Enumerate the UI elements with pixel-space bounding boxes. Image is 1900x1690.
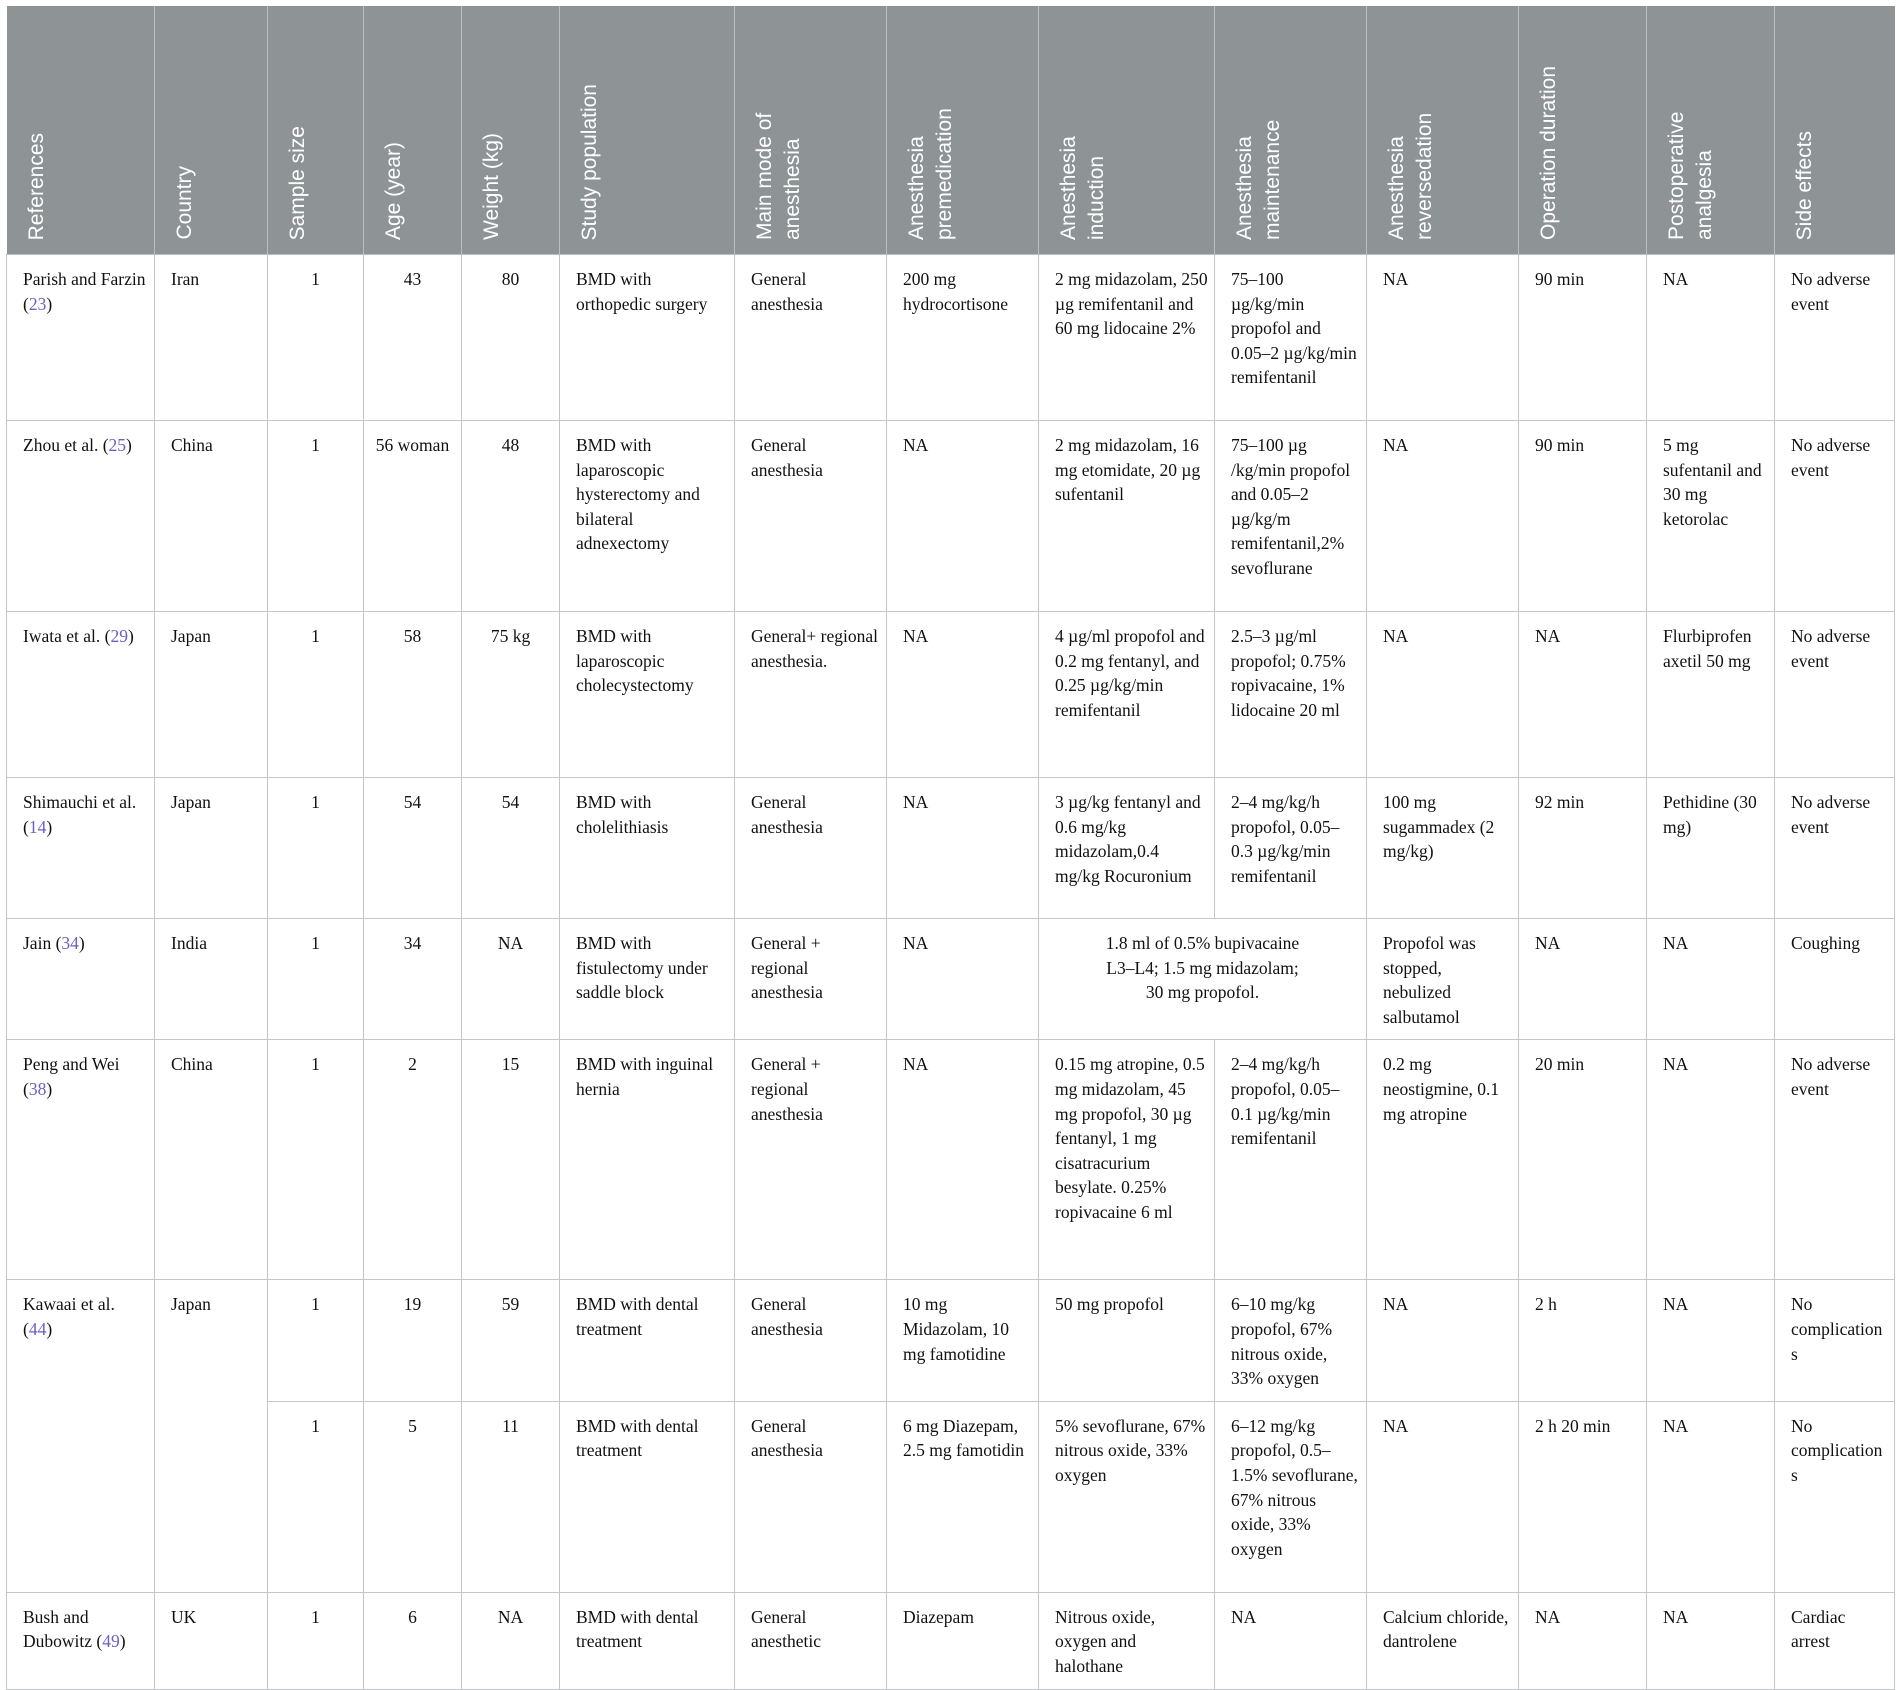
cell-sample-size: 1 — [268, 778, 364, 919]
cell-age: 5 — [364, 1401, 462, 1592]
cell-weight: 15 — [462, 1040, 560, 1280]
cell-analgesia: NA — [1647, 1280, 1775, 1401]
cell-side-effects: No adverse event — [1775, 612, 1895, 778]
cell-population: BMD with dental treatment — [560, 1280, 735, 1401]
cell-maintenance: 2–4 mg/kg/h propofol, 0.05–0.1 µg/kg/min remifentanil — [1215, 1040, 1367, 1280]
table-row — [7, 421, 1895, 612]
cell-induction-maintenance-merged — [1039, 919, 1367, 1040]
cell-analgesia: NA — [1647, 255, 1775, 421]
cell-country: China — [155, 421, 268, 612]
cell-analgesia: Flurbiprofen axetil 50 mg — [1647, 612, 1775, 778]
citation-link[interactable]: 49 — [102, 1631, 120, 1652]
cell-sample-size: 1 — [268, 1040, 364, 1280]
cell-population: BMD with dental treatment — [560, 1401, 735, 1592]
table-header — [7, 6, 1895, 255]
cell-age: 6 — [364, 1592, 462, 1689]
cell-induction: 2 mg midazolam, 250 µg remifentanil and 60 mg lidocaine 2% — [1039, 255, 1215, 421]
cell-premedication: NA — [887, 919, 1039, 1040]
cell-reversal: NA — [1367, 612, 1519, 778]
cell-mode: General + regional anesthesia — [735, 1040, 887, 1280]
cell-weight: 75 kg — [462, 612, 560, 778]
cell-side-effects: No adverse event — [1775, 778, 1895, 919]
citation-link[interactable]: 38 — [28, 1078, 47, 1099]
cell-premedication: 10 mg Midazolam, 10 mg famotidine — [887, 1280, 1039, 1401]
cell-mode: General+ regional anesthesia. — [735, 612, 887, 778]
cell-induction: 3 µg/kg fentanyl and 0.6 mg/kg midazolam,0.4 mg/kg Rocuronium — [1039, 778, 1215, 919]
cell-weight: NA — [462, 919, 560, 1040]
header-maintenance: Anesthesia maintenance — [1215, 6, 1367, 255]
cell-induction: 4 µg/ml propofol and 0.2 mg fentanyl, and 0.25 µg/kg/min remifentanil — [1039, 612, 1215, 778]
cell-age: 34 — [364, 919, 462, 1040]
cell-age: 58 — [364, 612, 462, 778]
cell-reference: Peng and Wei (38) — [7, 1040, 155, 1280]
cell-maintenance: 75–100 µg /kg/min propofol and 0.05–2 µg/kg/m remifentanil,2% sevoflurane — [1215, 421, 1367, 612]
cell-side-effects: Cardiac arrest — [1775, 1592, 1895, 1689]
cell-sample-size: 1 — [268, 1592, 364, 1689]
cell-maintenance: 6–10 mg/kg propofol, 67% nitrous oxide, 33% oxygen — [1215, 1280, 1367, 1401]
cell-sample-size: 1 — [268, 255, 364, 421]
header-weight: Weight (kg) — [462, 6, 560, 255]
cell-reference: Shimauchi et al. (14) — [7, 778, 155, 919]
cell-reversal: NA — [1367, 421, 1519, 612]
cell-premedication: NA — [887, 612, 1039, 778]
cell-duration: 92 min — [1519, 778, 1647, 919]
cell-weight: 54 — [462, 778, 560, 919]
table-row — [7, 1280, 1895, 1401]
cell-mode: General anesthesia — [735, 255, 887, 421]
cell-sample-size: 1 — [268, 612, 364, 778]
header-side-effects: Side effects — [1775, 6, 1895, 255]
cell-age: 19 — [364, 1280, 462, 1401]
cell-induction: 50 mg propofol — [1039, 1280, 1215, 1401]
cell-age: 2 — [364, 1040, 462, 1280]
cell-reversal: 0.2 mg neostigmine, 0.1 mg atropine — [1367, 1040, 1519, 1280]
table-row — [7, 778, 1895, 919]
cell-age: 54 — [364, 778, 462, 919]
cell-reversal: NA — [1367, 1280, 1519, 1401]
header-postoperative-analgesia: Postoperative analgesia — [1647, 6, 1775, 255]
cell-population: BMD with inguinal hernia — [560, 1040, 735, 1280]
cell-duration: 20 min — [1519, 1040, 1647, 1280]
table-row — [7, 1592, 1895, 1689]
cell-reference: Jain (34) — [7, 919, 155, 1040]
cell-mode: General anesthesia — [735, 778, 887, 919]
cell-population: BMD with fistulectomy under saddle block — [560, 919, 735, 1040]
merged-line: 1.8 ml of 0.5% bupivacaine — [1105, 933, 1300, 953]
cell-analgesia: Pethidine (30 mg) — [1647, 778, 1775, 919]
merged-line: 30 mg propofol. — [1145, 982, 1260, 1003]
cell-side-effects: No adverse event — [1775, 421, 1895, 612]
table-row — [7, 612, 1895, 778]
citation-link[interactable]: 23 — [28, 293, 47, 314]
cell-weight: 80 — [462, 255, 560, 421]
cell-duration: NA — [1519, 612, 1647, 778]
cell-reversal: Propofol was stopped, nebulized salbutamol — [1367, 919, 1519, 1040]
cell-weight: 48 — [462, 421, 560, 612]
cell-reversal: NA — [1367, 1401, 1519, 1592]
cell-premedication: NA — [887, 421, 1039, 612]
cell-country: Japan — [155, 778, 268, 919]
cell-maintenance: 2–4 mg/kg/h propofol, 0.05–0.3 µg/kg/min remifentanil — [1215, 778, 1367, 919]
cell-country: Japan — [155, 1280, 268, 1592]
cell-reference: Zhou et al. (25) — [7, 421, 155, 612]
cell-maintenance: NA — [1215, 1592, 1367, 1689]
cell-premedication: NA — [887, 778, 1039, 919]
citation-link[interactable]: 29 — [110, 626, 128, 646]
cell-mode: General anesthesia — [735, 421, 887, 612]
cell-premedication: NA — [887, 1040, 1039, 1280]
citation-link[interactable]: 25 — [108, 435, 127, 455]
cell-side-effects: No complications — [1775, 1280, 1895, 1401]
cell-population: BMD with laparoscopic cholecystectomy — [560, 612, 735, 778]
cell-mode: General anesthesia — [735, 1280, 887, 1401]
citation-link[interactable]: 14 — [28, 816, 47, 837]
cell-mode: General anesthesia — [735, 1401, 887, 1592]
table-row — [7, 1040, 1895, 1280]
cell-premedication: Diazepam — [887, 1592, 1039, 1689]
cell-country: UK — [155, 1592, 268, 1689]
header-row — [7, 6, 1895, 255]
cell-country: Japan — [155, 612, 268, 778]
cell-population: BMD with orthopedic surgery — [560, 255, 735, 421]
header-induction: Anesthesia induction — [1039, 6, 1215, 255]
cell-duration: 2 h — [1519, 1280, 1647, 1401]
table-container — [6, 6, 1894, 1690]
cell-duration: 90 min — [1519, 421, 1647, 612]
citation-link[interactable]: 44 — [28, 1318, 47, 1339]
cell-analgesia: 5 mg sufentanil and 30 mg ketorolac — [1647, 421, 1775, 612]
cell-country: Iran — [155, 255, 268, 421]
cell-induction: 0.15 mg atropine, 0.5 mg midazolam, 45 mg propofol, 30 µg fentanyl, 1 mg cisatracurium besylate. 0.25% ropivacaine 6 ml — [1039, 1040, 1215, 1280]
cell-weight: 11 — [462, 1401, 560, 1592]
cell-side-effects: No complications — [1775, 1401, 1895, 1592]
cell-population: BMD with cholelithiasis — [560, 778, 735, 919]
cell-age: 43 — [364, 255, 462, 421]
cell-maintenance: 75–100 µg/kg/min propofol and 0.05–2 µg/kg/min remifentanil — [1215, 255, 1367, 421]
cell-reversal: NA — [1367, 255, 1519, 421]
cell-analgesia: NA — [1647, 919, 1775, 1040]
header-main-mode: Main mode of anesthesia — [735, 6, 887, 255]
cell-country: India — [155, 919, 268, 1040]
header-references: References — [7, 6, 155, 255]
table-body — [7, 255, 1895, 1690]
cell-reference: Kawaai et al. (44) — [7, 1280, 155, 1592]
cell-premedication: 200 mg hydrocortisone — [887, 255, 1039, 421]
cell-sample-size: 1 — [268, 1401, 364, 1592]
table-row — [7, 919, 1895, 1040]
table-row — [7, 1401, 1895, 1592]
cell-mode: General anesthetic — [735, 1592, 887, 1689]
cell-induction: Nitrous oxide, oxygen and halothane — [1039, 1592, 1215, 1689]
cell-duration: NA — [1519, 1592, 1647, 1689]
cell-weight: 59 — [462, 1280, 560, 1401]
cell-sample-size: 1 — [268, 919, 364, 1040]
cell-reference: Iwata et al. (29) — [7, 612, 155, 778]
cell-weight: NA — [462, 1592, 560, 1689]
cell-side-effects: No adverse event — [1775, 255, 1895, 421]
header-study-population: Study population — [560, 6, 735, 255]
cell-premedication: 6 mg Diazepam, 2.5 mg famotidin — [887, 1401, 1039, 1592]
header-country: Country — [155, 6, 268, 255]
citation-link[interactable]: 34 — [61, 933, 79, 953]
cell-side-effects: No adverse event — [1775, 1040, 1895, 1280]
cell-reversal: 100 mg sugammadex (2 mg/kg) — [1367, 778, 1519, 919]
cell-induction: 2 mg midazolam, 16 mg etomidate, 20 µg sufentanil — [1039, 421, 1215, 612]
cell-population: BMD with dental treatment — [560, 1592, 735, 1689]
anesthesia-case-table — [6, 6, 1895, 1690]
cell-reversal: Calcium chloride, dantrolene — [1367, 1592, 1519, 1689]
table-row — [7, 255, 1895, 421]
cell-maintenance: 6–12 mg/kg propofol, 0.5–1.5% sevoflurane, 67% nitrous oxide, 33% oxygen — [1215, 1401, 1367, 1592]
cell-reference: Bush and Dubowitz (49) — [7, 1592, 155, 1689]
cell-induction: 5% sevoflurane, 67% nitrous oxide, 33% oxygen — [1039, 1401, 1215, 1592]
header-sample-size: Sample size — [268, 6, 364, 255]
header-reversedation: Anesthesia reversedation — [1367, 6, 1519, 255]
cell-maintenance: 2.5–3 µg/ml propofol; 0.75% ropivacaine, 1% lidocaine 20 ml — [1215, 612, 1367, 778]
cell-duration: NA — [1519, 919, 1647, 1040]
header-age: Age (year) — [364, 6, 462, 255]
cell-analgesia: NA — [1647, 1040, 1775, 1280]
cell-duration: 90 min — [1519, 255, 1647, 421]
cell-analgesia: NA — [1647, 1592, 1775, 1689]
cell-age: 56 woman — [364, 421, 462, 612]
header-operation-duration: Operation duration — [1519, 6, 1647, 255]
cell-duration: 2 h 20 min — [1519, 1401, 1647, 1592]
cell-reference: Parish and Farzin (23) — [7, 255, 155, 421]
cell-side-effects: Coughing — [1775, 919, 1895, 1040]
header-premedication: Anesthesia premedication — [887, 6, 1039, 255]
cell-population: BMD with laparoscopic hysterectomy and bilateral adnexectomy — [560, 421, 735, 612]
cell-country: China — [155, 1040, 268, 1280]
cell-sample-size: 1 — [268, 421, 364, 612]
merged-line: L3–L4; 1.5 mg midazolam; — [1106, 957, 1299, 978]
cell-sample-size: 1 — [268, 1280, 364, 1401]
cell-mode: General + regional anesthesia — [735, 919, 887, 1040]
cell-analgesia: NA — [1647, 1401, 1775, 1592]
